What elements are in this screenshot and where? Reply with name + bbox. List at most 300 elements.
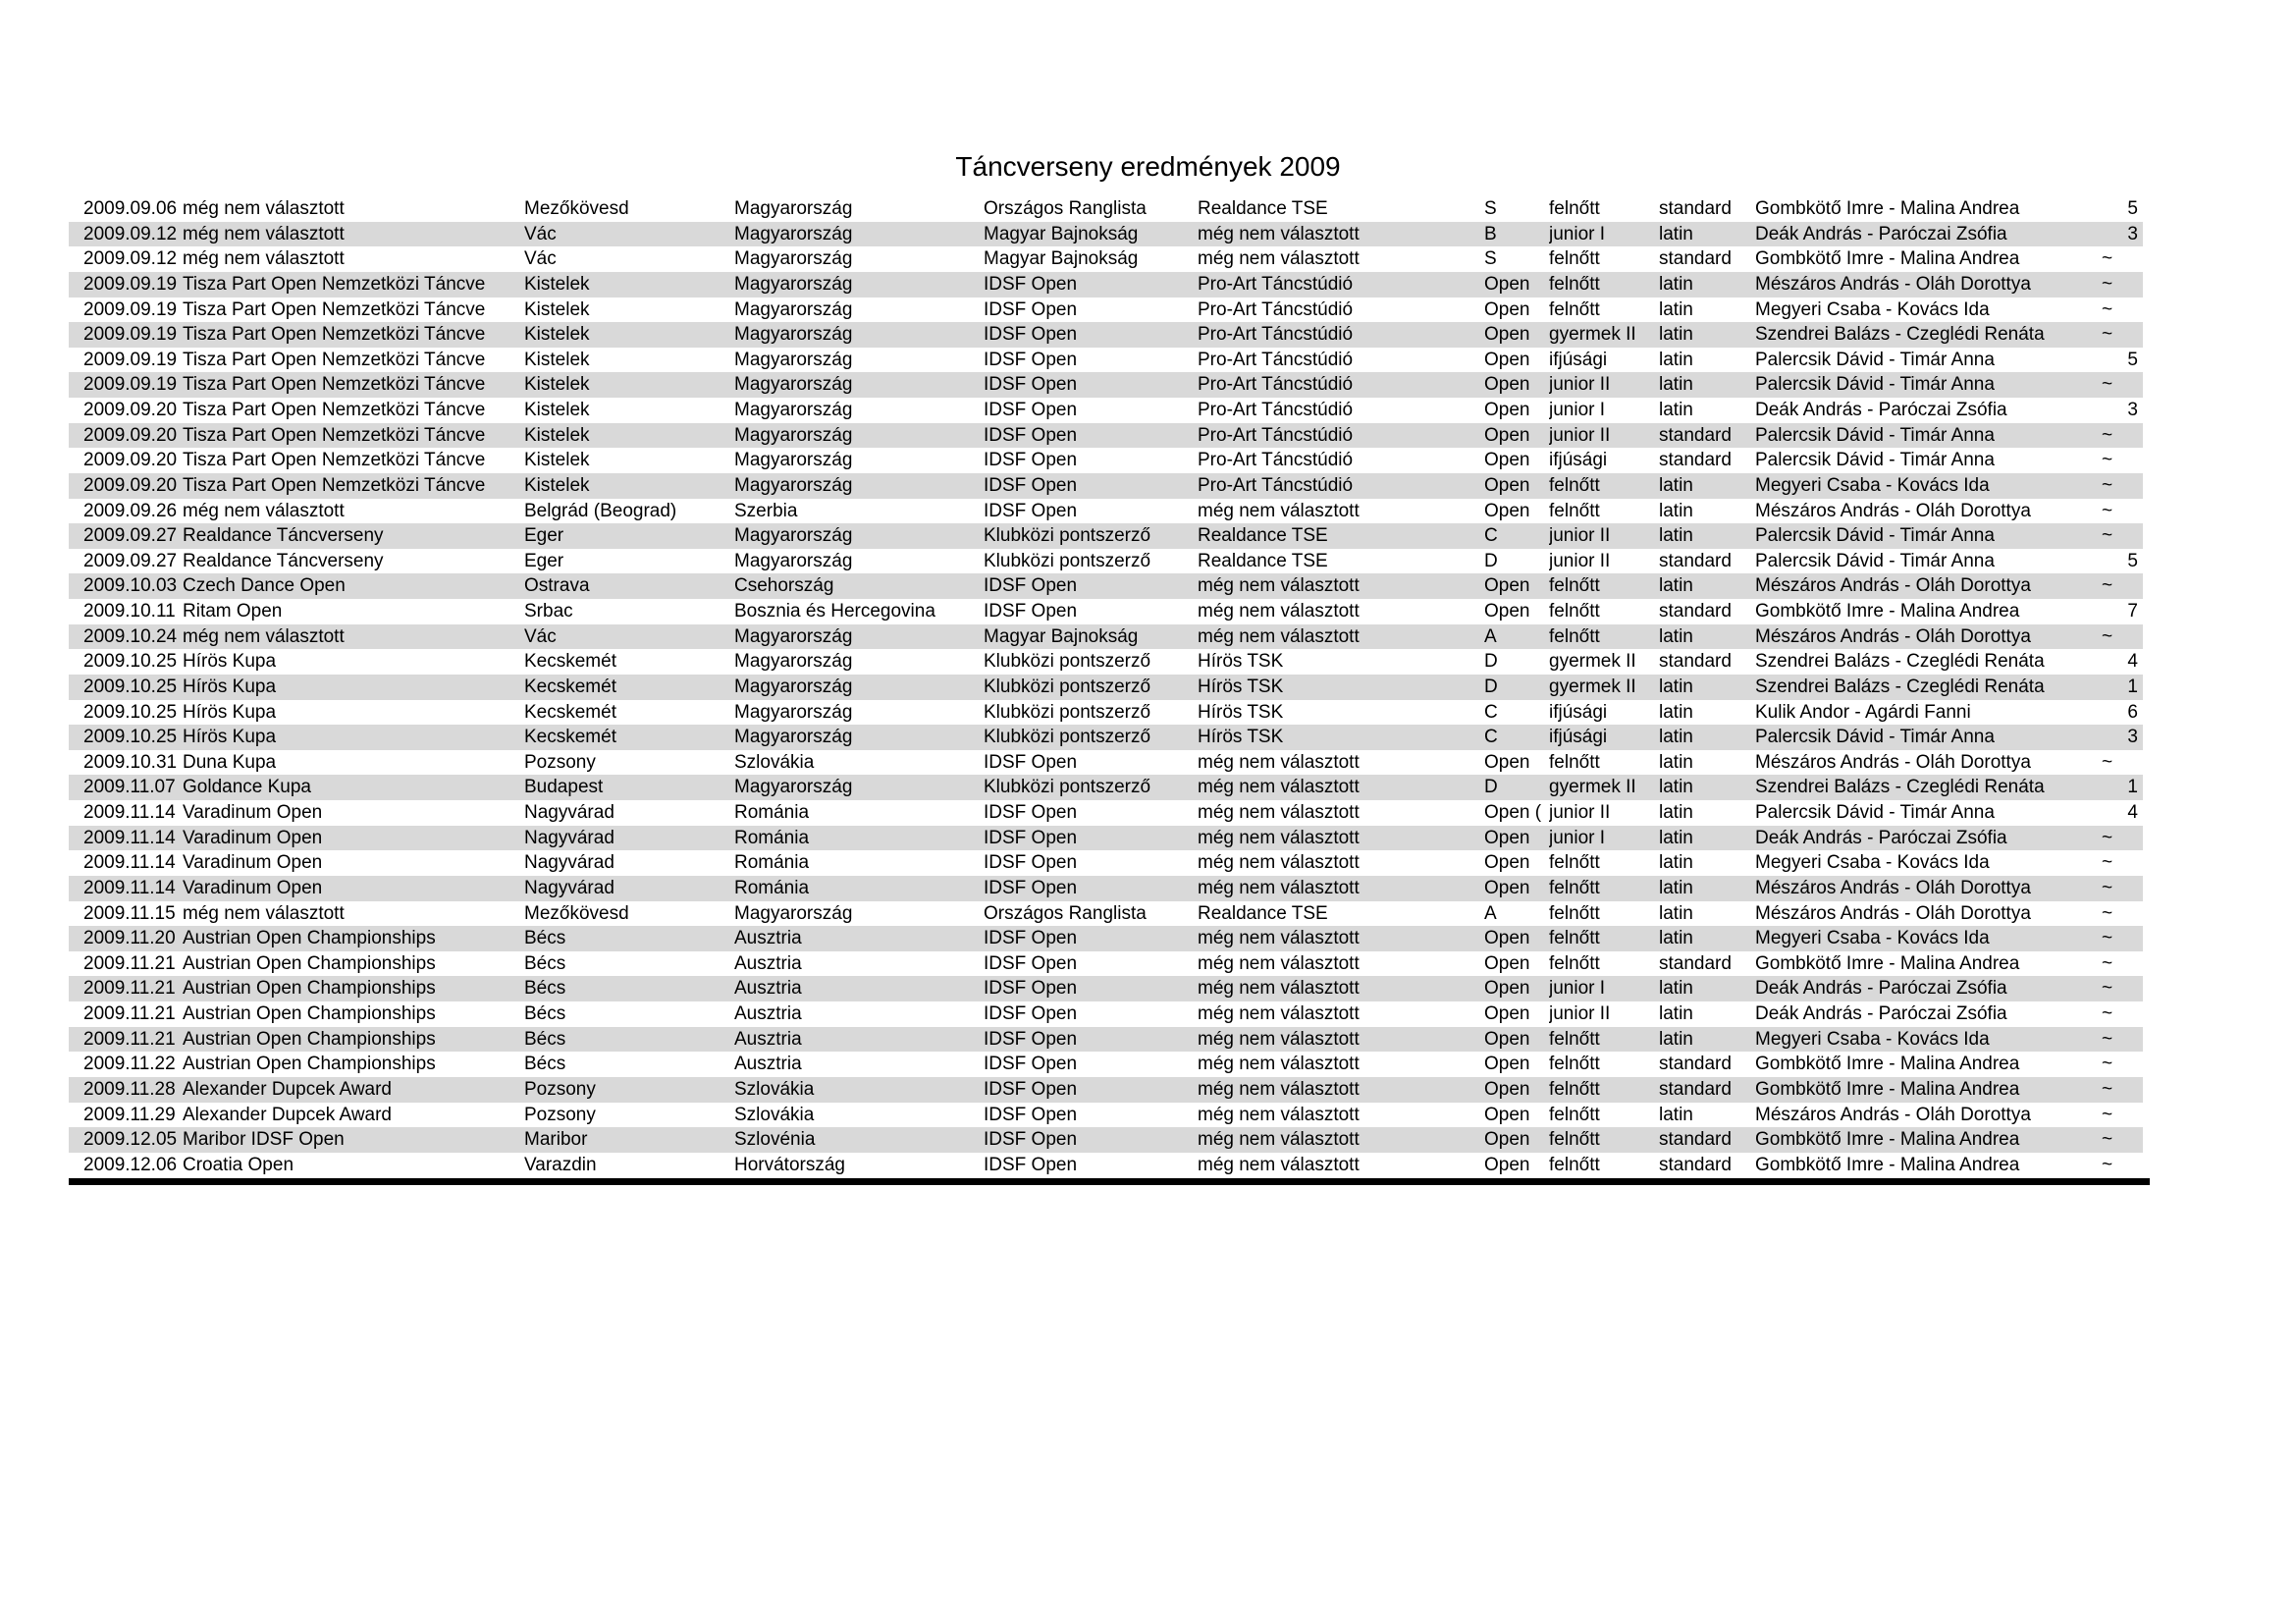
cell-date: 2009.10.25 (83, 727, 178, 748)
cell-name: Tisza Part Open Nemzetközi Táncve (183, 474, 486, 496)
cell-country: Románia (734, 877, 810, 898)
cell-name: Austrian Open Championships (183, 928, 436, 949)
cell-club: még nem választott (1198, 928, 1360, 949)
cell-name: még nem választott (183, 198, 345, 219)
cell-country: Magyarország (734, 777, 853, 798)
cell-name: még nem választott (183, 223, 345, 244)
cell-date: 2009.12.06 (83, 1154, 178, 1175)
cell-couple: Palercsik Dávid - Timár Anna (1755, 424, 1995, 446)
cell-class: Open (1484, 827, 1530, 848)
table-row (69, 473, 2143, 499)
cell-couple: Deák András - Paróczai Zsófia (1755, 1003, 2007, 1024)
cell-name: Tisza Part Open Nemzetközi Táncve (183, 349, 486, 370)
cell-country: Románia (734, 802, 810, 823)
cell-result: 5 (2127, 349, 2138, 370)
cell-country: Románia (734, 827, 810, 848)
cell-country: Magyarország (734, 450, 853, 471)
table-row (69, 549, 2143, 574)
cell-city: Pozsony (524, 1104, 596, 1125)
cell-name: még nem választott (183, 500, 345, 521)
cell-couple: Szendrei Balázs - Czeglédi Renáta (1755, 676, 2045, 697)
cell-result: 6 (2127, 701, 2138, 723)
table-row (69, 523, 2143, 549)
page-title: Táncverseny eredmények 2009 (955, 151, 1341, 182)
cell-result: ~ (2101, 1104, 2113, 1125)
cell-country: Magyarország (734, 424, 853, 446)
cell-name: Hírös Kupa (183, 727, 277, 748)
cell-club: még nem választott (1198, 852, 1360, 874)
cell-style: latin (1659, 777, 1693, 798)
cell-club: Realdance TSE (1198, 198, 1328, 219)
cell-age: felnőtt (1549, 852, 1600, 874)
cell-style: latin (1659, 324, 1693, 346)
cell-style: latin (1659, 400, 1693, 420)
cell-date: 2009.09.20 (83, 450, 178, 471)
cell-class: Open (1484, 1129, 1530, 1151)
cell-age: felnőtt (1549, 298, 1600, 320)
cell-country: Horvátország (734, 1154, 845, 1175)
cell-result: 3 (2127, 727, 2138, 748)
cell-age: felnőtt (1549, 273, 1600, 295)
cell-date: 2009.11.15 (83, 902, 176, 924)
cell-couple: Mészáros András - Oláh Dorottya (1755, 902, 2031, 924)
cell-style: latin (1659, 701, 1693, 723)
cell-age: ifjúsági (1549, 349, 1608, 370)
cell-couple: Mészáros András - Oláh Dorottya (1755, 877, 2031, 898)
cell-type: Klubközi pontszerző (984, 727, 1151, 748)
table-row (69, 800, 2143, 826)
cell-couple: Szendrei Balázs - Czeglédi Renáta (1755, 651, 2045, 673)
cell-style: latin (1659, 349, 1693, 370)
cell-class: Open (1484, 928, 1530, 949)
cell-name: Tisza Part Open Nemzetközi Táncve (183, 324, 486, 346)
cell-type: IDSF Open (984, 852, 1078, 874)
cell-style: standard (1659, 651, 1732, 673)
cell-class: A (1484, 902, 1497, 924)
cell-city: Nagyvárad (524, 827, 614, 848)
cell-style: latin (1659, 500, 1693, 521)
cell-name: Hírös Kupa (183, 676, 277, 697)
cell-style: latin (1659, 852, 1693, 874)
cell-date: 2009.09.19 (83, 349, 178, 370)
cell-country: Szerbia (734, 500, 798, 521)
cell-club: Pro-Art Táncstúdió (1198, 450, 1354, 471)
cell-city: Kecskemét (524, 701, 616, 723)
cell-class: Open (1484, 877, 1530, 898)
cell-date: 2009.09.20 (83, 474, 178, 496)
cell-style: standard (1659, 248, 1732, 270)
cell-class: D (1484, 651, 1498, 673)
cell-class: Open (1484, 298, 1530, 320)
cell-type: IDSF Open (984, 877, 1078, 898)
cell-age: junior II (1549, 424, 1611, 446)
cell-result: ~ (2101, 751, 2113, 773)
table-row (69, 1001, 2143, 1027)
cell-age: junior II (1549, 550, 1611, 571)
cell-date: 2009.11.14 (83, 802, 176, 823)
cell-style: latin (1659, 374, 1693, 396)
cell-city: Kistelek (524, 298, 590, 320)
cell-name: Austrian Open Championships (183, 1028, 436, 1050)
cell-name: Croatia Open (183, 1154, 294, 1175)
cell-name: Austrian Open Championships (183, 1054, 436, 1075)
cell-style: latin (1659, 1028, 1693, 1050)
cell-country: Magyarország (734, 248, 853, 270)
cell-type: Országos Ranglista (984, 198, 1147, 219)
cell-age: junior I (1549, 978, 1606, 1000)
cell-country: Magyarország (734, 550, 853, 571)
cell-city: Nagyvárad (524, 877, 614, 898)
cell-country: Csehország (734, 575, 834, 597)
cell-city: Mezőkövesd (524, 198, 629, 219)
cell-result: 5 (2127, 198, 2138, 219)
cell-type: IDSF Open (984, 500, 1078, 521)
cell-result: ~ (2101, 978, 2113, 1000)
cell-age: felnőtt (1549, 474, 1600, 496)
cell-club: még nem választott (1198, 827, 1360, 848)
cell-result: ~ (2101, 1154, 2113, 1175)
cell-class: Open (1484, 1154, 1530, 1175)
table-row (69, 1027, 2143, 1053)
cell-couple: Palercsik Dávid - Timár Anna (1755, 349, 1995, 370)
cell-country: Ausztria (734, 1028, 802, 1050)
cell-country: Szlovákia (734, 751, 815, 773)
table-row (69, 926, 2143, 951)
cell-club: Pro-Art Táncstúdió (1198, 349, 1354, 370)
cell-club: Pro-Art Táncstúdió (1198, 374, 1354, 396)
table-row (69, 826, 2143, 851)
cell-style: standard (1659, 424, 1732, 446)
cell-class: Open (1484, 601, 1530, 622)
cell-country: Ausztria (734, 978, 802, 1000)
cell-country: Magyarország (734, 625, 853, 647)
cell-age: felnőtt (1549, 751, 1600, 773)
cell-couple: Palercsik Dávid - Timár Anna (1755, 374, 1995, 396)
cell-couple: Gombkötő Imre - Malina Andrea (1755, 952, 2020, 974)
cell-date: 2009.10.03 (83, 575, 178, 597)
cell-couple: Mészáros András - Oláh Dorottya (1755, 625, 2031, 647)
cell-class: Open (1484, 1028, 1530, 1050)
cell-age: ifjúsági (1549, 701, 1608, 723)
cell-class: Open ( (1484, 802, 1542, 823)
cell-country: Bosznia és Hercegovina (734, 601, 935, 622)
cell-class: Open (1484, 575, 1530, 597)
cell-style: latin (1659, 525, 1693, 547)
table-row (69, 624, 2143, 650)
cell-country: Ausztria (734, 952, 802, 974)
cell-style: latin (1659, 474, 1693, 496)
cell-club: még nem választott (1198, 751, 1360, 773)
cell-club: még nem választott (1198, 625, 1360, 647)
cell-date: 2009.11.28 (83, 1078, 176, 1100)
cell-result: ~ (2101, 500, 2113, 521)
cell-result: ~ (2101, 625, 2113, 647)
cell-style: standard (1659, 1154, 1732, 1175)
cell-name: Austrian Open Championships (183, 978, 436, 1000)
cell-city: Bécs (524, 1028, 566, 1050)
cell-age: junior I (1549, 400, 1606, 420)
cell-date: 2009.10.31 (83, 751, 178, 773)
cell-name: Tisza Part Open Nemzetközi Táncve (183, 298, 486, 320)
cell-result: 3 (2127, 400, 2138, 420)
results-table (69, 196, 2143, 1177)
table-row (69, 1153, 2143, 1178)
cell-style: latin (1659, 802, 1693, 823)
cell-class: Open (1484, 474, 1530, 496)
cell-type: IDSF Open (984, 1054, 1078, 1075)
cell-country: Románia (734, 852, 810, 874)
cell-name: Alexander Dupcek Award (183, 1078, 392, 1100)
cell-result: 7 (2127, 601, 2138, 622)
cell-date: 2009.10.25 (83, 676, 178, 697)
cell-age: felnőtt (1549, 575, 1600, 597)
cell-style: latin (1659, 676, 1693, 697)
cell-class: Open (1484, 500, 1530, 521)
cell-style: latin (1659, 877, 1693, 898)
table-row (69, 675, 2143, 700)
cell-club: még nem választott (1198, 802, 1360, 823)
cell-class: D (1484, 550, 1498, 571)
cell-name: Alexander Dupcek Award (183, 1104, 392, 1125)
cell-type: IDSF Open (984, 324, 1078, 346)
cell-result: 1 (2127, 777, 2138, 798)
cell-club: még nem választott (1198, 1154, 1360, 1175)
cell-result: ~ (2101, 324, 2113, 346)
cell-country: Magyarország (734, 727, 853, 748)
cell-couple: Mészáros András - Oláh Dorottya (1755, 273, 2031, 295)
cell-age: junior II (1549, 374, 1611, 396)
cell-country: Magyarország (734, 298, 853, 320)
cell-age: junior I (1549, 223, 1606, 244)
cell-country: Magyarország (734, 400, 853, 420)
cell-age: junior II (1549, 525, 1611, 547)
cell-date: 2009.11.21 (83, 1028, 176, 1050)
cell-style: latin (1659, 978, 1693, 1000)
cell-city: Kistelek (524, 349, 590, 370)
cell-age: felnőtt (1549, 625, 1600, 647)
table-row (69, 976, 2143, 1001)
cell-age: felnőtt (1549, 902, 1600, 924)
cell-club: még nem választott (1198, 1104, 1360, 1125)
cell-age: felnőtt (1549, 1028, 1600, 1050)
cell-name: még nem választott (183, 248, 345, 270)
cell-date: 2009.11.14 (83, 877, 176, 898)
cell-country: Magyarország (734, 374, 853, 396)
table-row (69, 1127, 2143, 1153)
cell-name: Tisza Part Open Nemzetközi Táncve (183, 273, 486, 295)
cell-style: standard (1659, 550, 1732, 571)
table-row (69, 573, 2143, 599)
cell-club: még nem választott (1198, 877, 1360, 898)
cell-age: ifjúsági (1549, 727, 1608, 748)
cell-name: Varadinum Open (183, 852, 323, 874)
cell-result: ~ (2101, 525, 2113, 547)
cell-result: 1 (2127, 676, 2138, 697)
cell-type: IDSF Open (984, 1078, 1078, 1100)
cell-result: ~ (2101, 1054, 2113, 1075)
cell-type: IDSF Open (984, 751, 1078, 773)
cell-city: Maribor (524, 1129, 588, 1151)
cell-city: Vác (524, 625, 557, 647)
cell-city: Kistelek (524, 400, 590, 420)
cell-date: 2009.11.07 (83, 777, 176, 798)
cell-result: ~ (2101, 1028, 2113, 1050)
cell-age: felnőtt (1549, 198, 1600, 219)
cell-club: Pro-Art Táncstúdió (1198, 273, 1354, 295)
cell-style: standard (1659, 952, 1732, 974)
cell-class: A (1484, 625, 1497, 647)
cell-result: 4 (2127, 802, 2138, 823)
cell-type: IDSF Open (984, 1104, 1078, 1125)
cell-date: 2009.10.24 (83, 625, 178, 647)
cell-style: latin (1659, 298, 1693, 320)
cell-couple: Deák András - Paróczai Zsófia (1755, 400, 2007, 420)
cell-club: még nem választott (1198, 1129, 1360, 1151)
cell-class: Open (1484, 952, 1530, 974)
cell-date: 2009.09.27 (83, 550, 178, 571)
cell-date: 2009.11.21 (83, 952, 176, 974)
cell-date: 2009.09.19 (83, 298, 178, 320)
cell-city: Budapest (524, 777, 604, 798)
cell-city: Kistelek (524, 474, 590, 496)
cell-city: Mezőkövesd (524, 902, 629, 924)
cell-date: 2009.11.14 (83, 852, 176, 874)
cell-type: IDSF Open (984, 1129, 1078, 1151)
cell-style: latin (1659, 223, 1693, 244)
cell-style: standard (1659, 601, 1732, 622)
cell-date: 2009.09.26 (83, 500, 178, 521)
cell-country: Magyarország (734, 273, 853, 295)
cell-class: B (1484, 223, 1497, 244)
cell-age: felnőtt (1549, 1054, 1600, 1075)
cell-type: IDSF Open (984, 349, 1078, 370)
cell-result: ~ (2101, 852, 2113, 874)
cell-city: Kistelek (524, 424, 590, 446)
cell-club: még nem választott (1198, 1054, 1360, 1075)
cell-age: felnőtt (1549, 1129, 1600, 1151)
cell-couple: Gombkötő Imre - Malina Andrea (1755, 1054, 2020, 1075)
cell-club: még nem választott (1198, 777, 1360, 798)
cell-city: Pozsony (524, 1078, 596, 1100)
cell-date: 2009.11.14 (83, 827, 176, 848)
cell-age: felnőtt (1549, 952, 1600, 974)
cell-type: Klubközi pontszerző (984, 676, 1151, 697)
cell-result: ~ (2101, 1078, 2113, 1100)
cell-age: junior II (1549, 802, 1611, 823)
cell-club: Realdance TSE (1198, 525, 1328, 547)
table-row (69, 1103, 2143, 1128)
cell-name: Tisza Part Open Nemzetközi Táncve (183, 400, 486, 420)
cell-result: ~ (2101, 952, 2113, 974)
table-row (69, 951, 2143, 977)
cell-style: standard (1659, 1129, 1732, 1151)
cell-club: Hírös TSK (1198, 651, 1284, 673)
cell-city: Bécs (524, 1054, 566, 1075)
table-row (69, 423, 2143, 449)
cell-class: Open (1484, 424, 1530, 446)
cell-city: Eger (524, 525, 564, 547)
cell-type: IDSF Open (984, 575, 1078, 597)
cell-class: C (1484, 525, 1498, 547)
cell-age: felnőtt (1549, 928, 1600, 949)
cell-style: standard (1659, 1054, 1732, 1075)
cell-class: C (1484, 701, 1498, 723)
cell-style: latin (1659, 727, 1693, 748)
cell-date: 2009.09.06 (83, 198, 178, 219)
cell-city: Kistelek (524, 273, 590, 295)
cell-class: Open (1484, 978, 1530, 1000)
table-row (69, 196, 2143, 222)
cell-age: ifjúsági (1549, 450, 1608, 471)
cell-club: Hírös TSK (1198, 676, 1284, 697)
table-bottom-rule (69, 1178, 2150, 1185)
cell-result: ~ (2101, 827, 2113, 848)
cell-name: Czech Dance Open (183, 575, 346, 597)
cell-name: Varadinum Open (183, 802, 323, 823)
cell-name: Tisza Part Open Nemzetközi Táncve (183, 424, 486, 446)
cell-type: IDSF Open (984, 298, 1078, 320)
cell-date: 2009.09.19 (83, 273, 178, 295)
cell-class: D (1484, 777, 1498, 798)
cell-couple: Megyeri Csaba - Kovács Ida (1755, 298, 1990, 320)
cell-type: IDSF Open (984, 424, 1078, 446)
cell-country: Szlovákia (734, 1104, 815, 1125)
cell-class: D (1484, 676, 1498, 697)
cell-result: ~ (2101, 474, 2113, 496)
cell-club: Realdance TSE (1198, 902, 1328, 924)
cell-name: Austrian Open Championships (183, 1003, 436, 1024)
cell-date: 2009.11.20 (83, 928, 176, 949)
cell-class: Open (1484, 450, 1530, 471)
cell-age: felnőtt (1549, 877, 1600, 898)
table-row (69, 901, 2143, 927)
cell-name: még nem választott (183, 902, 345, 924)
cell-couple: Mészáros András - Oláh Dorottya (1755, 575, 2031, 597)
table-row (69, 876, 2143, 901)
cell-club: még nem választott (1198, 223, 1360, 244)
cell-couple: Palercsik Dávid - Timár Anna (1755, 525, 1995, 547)
cell-result: ~ (2101, 1003, 2113, 1024)
table-row (69, 222, 2143, 247)
cell-name: Hírös Kupa (183, 651, 277, 673)
cell-type: Klubközi pontszerző (984, 651, 1151, 673)
cell-style: latin (1659, 827, 1693, 848)
cell-club: Pro-Art Táncstúdió (1198, 474, 1354, 496)
cell-result: ~ (2101, 877, 2113, 898)
cell-couple: Megyeri Csaba - Kovács Ida (1755, 474, 1990, 496)
cell-type: IDSF Open (984, 1028, 1078, 1050)
cell-class: Open (1484, 374, 1530, 396)
cell-date: 2009.10.25 (83, 701, 178, 723)
cell-couple: Kulik Andor - Agárdi Fanni (1755, 701, 1971, 723)
cell-club: Realdance TSE (1198, 550, 1328, 571)
cell-date: 2009.11.22 (83, 1054, 176, 1075)
table-row (69, 850, 2143, 876)
cell-city: Bécs (524, 928, 566, 949)
cell-city: Kecskemét (524, 676, 616, 697)
cell-result: ~ (2101, 902, 2113, 924)
table-row (69, 649, 2143, 675)
cell-couple: Mészáros András - Oláh Dorottya (1755, 500, 2031, 521)
cell-class: C (1484, 727, 1498, 748)
cell-type: Magyar Bajnokság (984, 248, 1139, 270)
table-row (69, 298, 2143, 323)
cell-result: 5 (2127, 550, 2138, 571)
cell-city: Vác (524, 248, 557, 270)
cell-style: latin (1659, 1003, 1693, 1024)
cell-class: Open (1484, 1104, 1530, 1125)
cell-club: még nem választott (1198, 575, 1360, 597)
